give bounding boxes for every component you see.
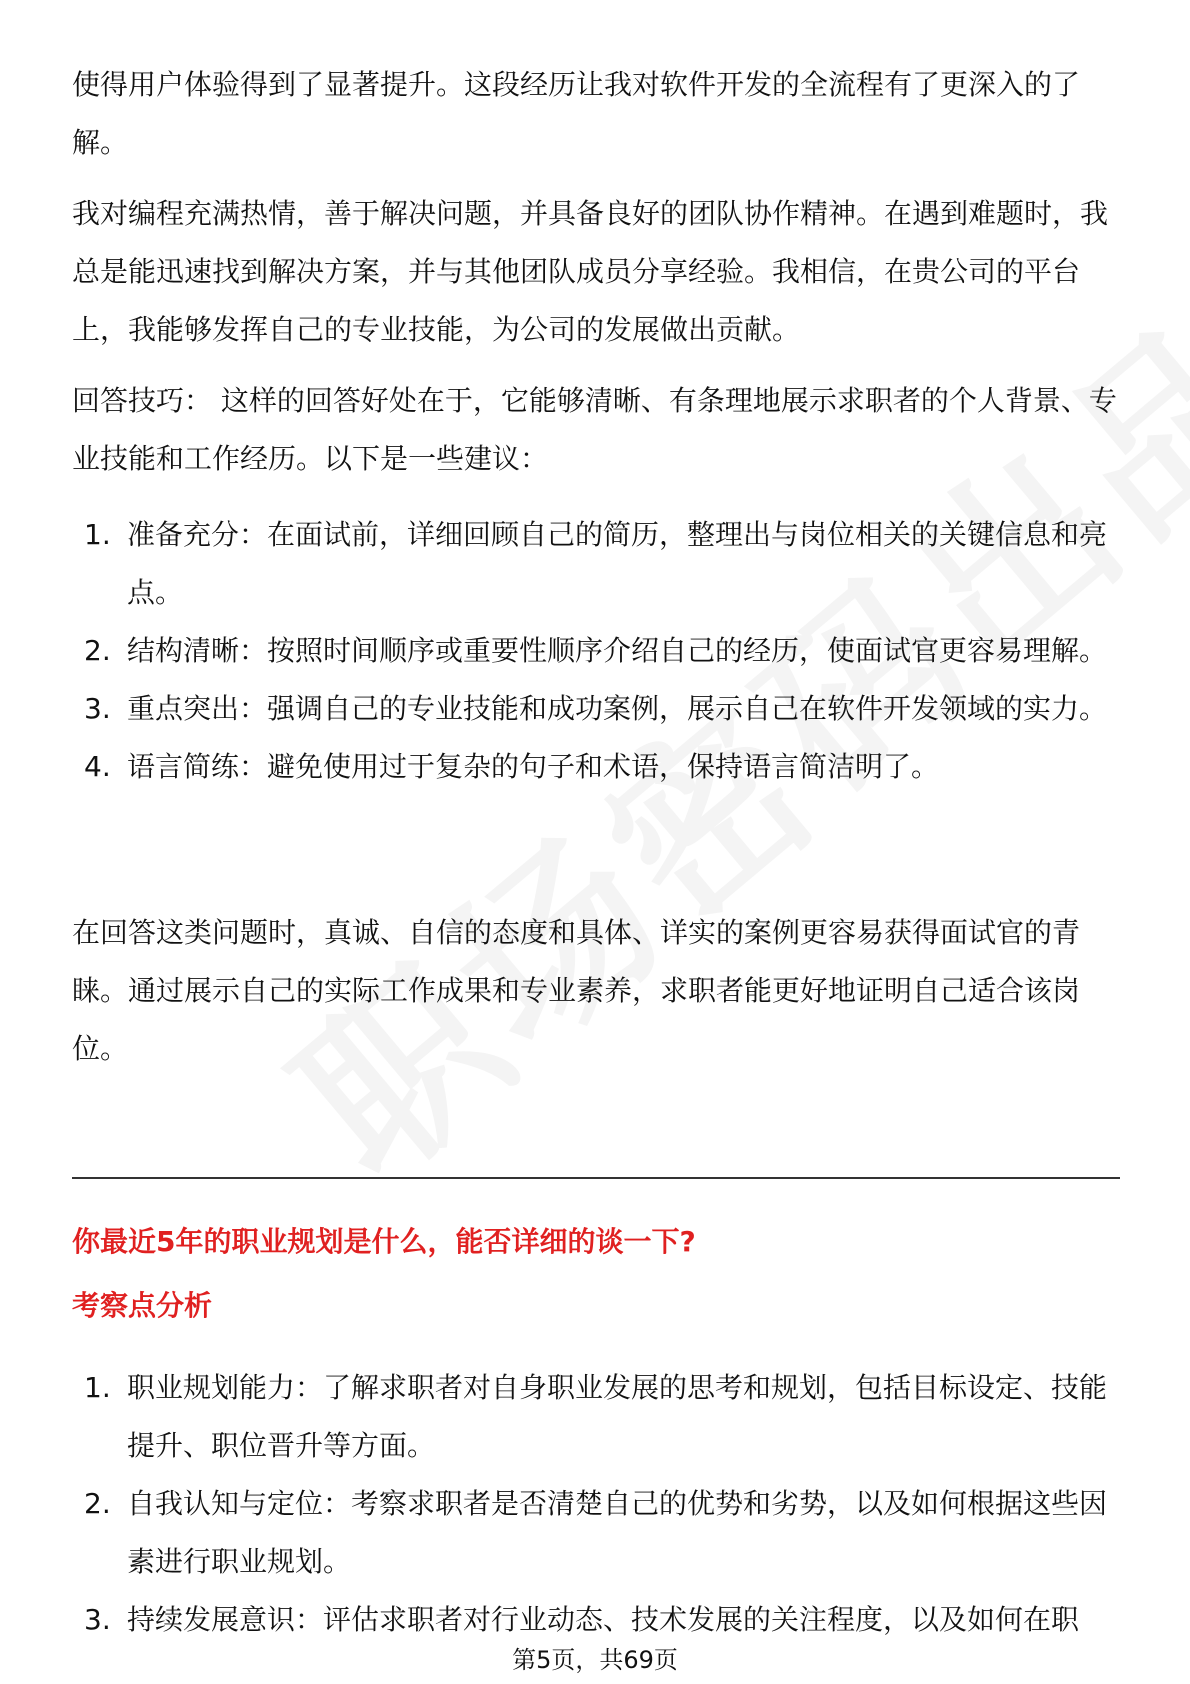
section-divider: [72, 1177, 1120, 1179]
list-item: [72, 738, 1120, 796]
list-item: [72, 622, 1120, 680]
list-number: 1.: [84, 518, 111, 551]
list-number: 2.: [84, 634, 111, 667]
question-title: 你最近5年的职业规划是什么，能否详细的谈一下?: [72, 1225, 696, 1258]
list-item: [72, 506, 1120, 622]
list-item-text: 语言简练：避免使用过于复杂的句子和术语，保持语言简洁明了。: [127, 750, 940, 783]
list-number: 2.: [84, 1487, 111, 1520]
list-item: [72, 1475, 1120, 1591]
list-number: 3.: [84, 692, 111, 725]
paragraph-experience-end: 使得用户体验得到了显著提升。这段经历让我对软件开发的全流程有了更深入的了解。: [72, 68, 1081, 159]
list-item-text: 职业规划能力：了解求职者对自身职业发展的思考和规划，包括目标设定、技能提升、职位晋升等方面。: [127, 1371, 1108, 1462]
list-item-text: 自我认知与定位：考察求职者是否清楚自己的优势和劣势，以及如何根据这些因素进行职业规划。: [127, 1487, 1108, 1578]
section-subtitle: 考察点分析: [72, 1289, 213, 1322]
page-number-footer: 第5页，共69页: [512, 1646, 678, 1674]
paragraph-answer-tips: 回答技巧： 这样的回答好处在于，它能够清晰、有条理地展示求职者的个人背景、专业技能和工作经历。以下是一些建议：: [72, 384, 1117, 475]
tips-list: [72, 506, 1120, 796]
analysis-list: [72, 1359, 1120, 1649]
list-number: 3.: [84, 1603, 111, 1636]
list-item-text: 重点突出：强调自己的专业技能和成功案例，展示自己在软件开发领域的实力。: [127, 692, 1108, 725]
list-item: [72, 1359, 1120, 1475]
list-item-text: 结构清晰：按照时间顺序或重要性顺序介绍自己的经历，使面试官更容易理解。: [127, 634, 1108, 667]
list-number: 4.: [84, 750, 111, 783]
list-item: [72, 680, 1120, 738]
list-number: 1.: [84, 1371, 111, 1404]
paragraph-passion: 我对编程充满热情，善于解决问题，并具备良好的团队协作精神。在遇到难题时，我总是能迅速找到解决方案，并与其他团队成员分享经验。我相信，在贵公司的平台上，我能够发挥自己的专业技能，为公司的发展做出贡献。: [72, 197, 1109, 346]
paragraph-conclusion: 在回答这类问题时，真诚、自信的态度和具体、详实的案例更容易获得面试官的青睐。通过展示自己的实际工作成果和专业素养，求职者能更好地证明自己适合该岗位。: [72, 916, 1081, 1065]
list-item-text: 持续发展意识：评估求职者对行业动态、技术发展的关注程度，以及如何在职: [127, 1603, 1080, 1636]
list-item-text: 准备充分：在面试前，详细回顾自己的简历，整理出与岗位相关的关键信息和亮点。: [127, 518, 1108, 609]
